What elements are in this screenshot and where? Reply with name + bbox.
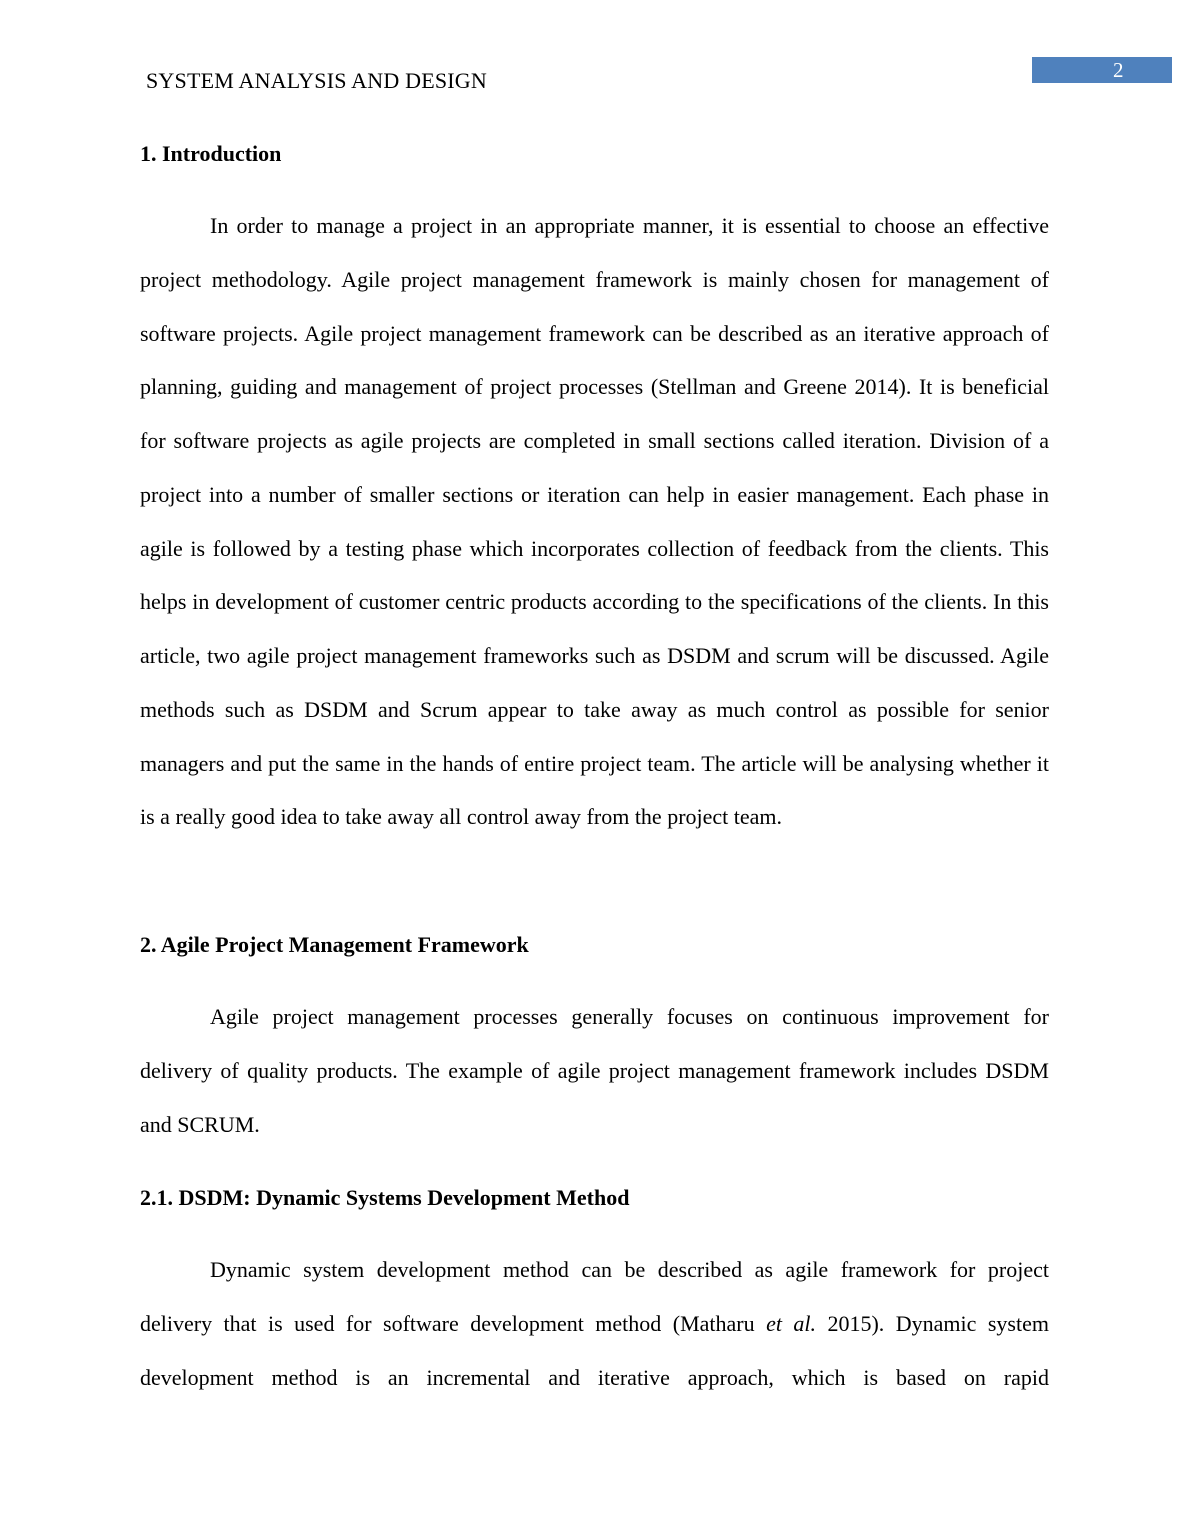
- paragraph-agile-framework: Agile project management processes generally focuses on continuous improvement for delivery of quality products. The example of agile project management framework includes DSDM and SCRUM.: [140, 1004, 1049, 1137]
- heading-introduction: 1. Introduction: [140, 141, 282, 166]
- paragraph-dsdm-part-1: Dynamic system development method can be described as agile framework for project delivery that is used for software development method (Matharu: [140, 1257, 1049, 1336]
- heading-agile-framework: 2. Agile Project Management Framework: [140, 932, 529, 957]
- citation-et-al: et al.: [766, 1310, 817, 1336]
- page-number: 2: [1113, 58, 1124, 82]
- page-number-bar: [1032, 57, 1172, 83]
- running-head: SYSTEM ANALYSIS AND DESIGN: [146, 68, 487, 93]
- paragraph-dsdm-part-2: 2015). Dynamic system development method is an incremental and iterative approach, which is based on rapid: [140, 1310, 1049, 1390]
- heading-dsdm: 2.1. DSDM: Dynamic Systems Development Method: [140, 1185, 630, 1210]
- paragraph-introduction: In order to manage a project in an appropriate manner, it is essential to choose an effective project methodology. Agile project management framework is mainly chosen for management of software projects. Agile project management framework can be described as an iterative approach of planning, guiding and management of project processes (Stellman and Greene 2014). It is beneficial for software projects as agile projects are completed in small sections called iteration. Division of a project into a number of smaller sections or iteration can help in easier management. Each phase in agile is followed by a testing phase which incorporates collection of feedback from the clients. This helps in development of customer centric products according to the specifications of the clients. In this article, two agile project management frameworks such as DSDM and scrum will be discussed. Agile methods such as DSDM and Scrum appear to take away as much control as possible for senior managers and put the same in the hands of entire project team. The article will be analysing whether it is a really good idea to take away all control away from the project team.: [140, 213, 1049, 830]
- paragraph-dsdm: [140, 1243, 1049, 1404]
